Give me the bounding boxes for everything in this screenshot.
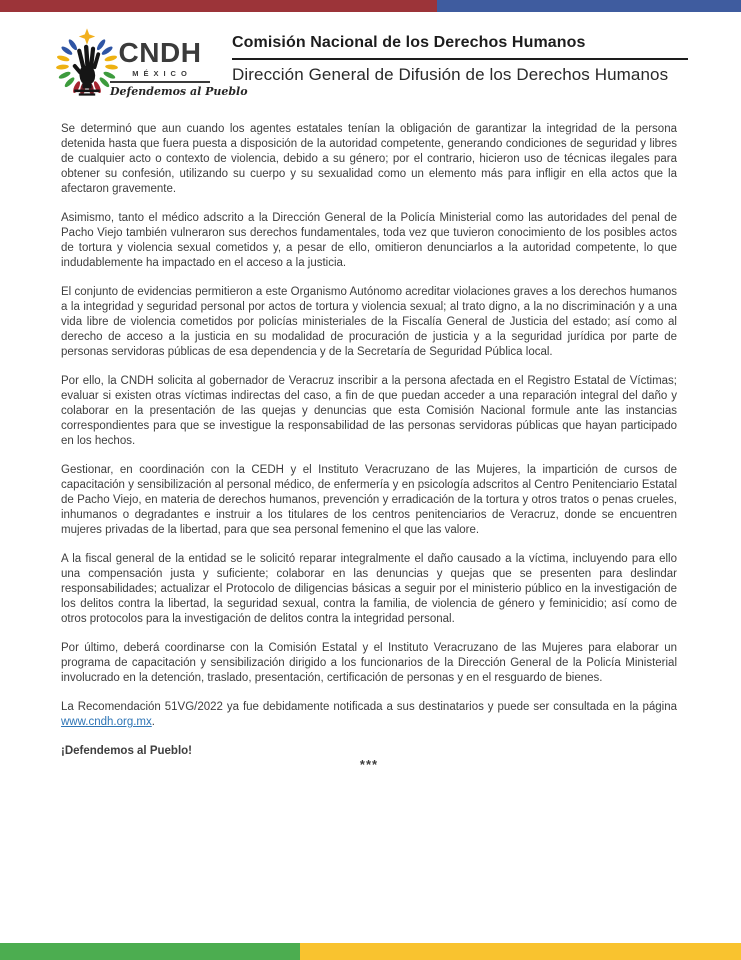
closing-slogan: ¡Defendemos al Pueblo! [61,745,192,757]
paragraph-7: Por último, deberá coordinarse con la Comisión Estatal y el Instituto Veracruzano de las Mujeres para elaborar un programa de capacitación y sensibilización dirigido a los funcionarios de la Dirección General de la Policía Ministerial involucrado en la detención, traslado, presentación, certificación de personas y en el resguardo de bienes. [61,642,677,684]
dept-subtitle: Dirección General de Difusión de los Derechos Humanos [232,65,669,84]
link-para-before: La Recomendación 51VG/2022 ya fue debidamente notificada a sus destinatarios y puede ser consultada en la página [61,701,677,713]
paragraph-6: A la fiscal general de la entidad se le solicitó reparar integralmente el daño causado a la víctima, incluyendo para ello una compensación justa y suficiente; colaborar en las denuncias y quejas que se presenten para deslindar responsabilidades; actualizar el Protocolo de diligencias básicas a seguir por el ministerio público en la investigación de los delitos contra la libertad, la seguridad sexual, contra la familia, de violencia de género y feminicidio; así como de otros protocolos para la investigación de delitos contra la integridad personal. [61,553,677,625]
paragraph-1: Se determinó que aun cuando los agentes estatales tenían la obligación de garantizar la integridad de la persona detenida hasta que fuera puesta a disposición de la autoridad competente, generando condiciones de seguridad y libres de cualquier acto o contexto de violencia, debido a su género; por el contrario, hicieron uso de técnicas ilegales para obtener su confesión, utilizando su cuerpo y su sexualidad como un elemento más para infligir en ella actos que la afectaron gravemente. [61,123,677,195]
logo-slogan: Defendemos al Pueblo [110,84,248,98]
bottom-bar-green-segment [0,943,300,960]
logo-country: MÉXICO [132,69,192,78]
link-para-after: . [151,716,155,728]
top-bar-blue-segment [437,0,741,12]
cndh-emblem-icon [56,26,118,100]
logo-divider [110,81,210,83]
star-icon [79,28,95,44]
logo-acronym: CNDH [118,37,202,68]
paragraph-4: Por ello, la CNDH solicita al gobernador de Veracruz inscribir a la persona afectada en el Registro Estatal de Víctimas; evaluar si existen otras víctimas indirectas del caso, a fin de que puedan acceder a una reparación integral del daño y colaborar en la presentación de las quejas y denuncias que esta Comisión Nacional formule ante las instancias correspondientes para que se investigue la responsabilidad de las personas servidoras públicas que hayan participado en los hechos. [61,375,677,447]
cndh-website-link[interactable]: www.cndh.org.mx [61,716,152,728]
org-title: Comisión Nacional de los Derechos Humanos [232,34,586,51]
bottom-bar-yellow-segment [300,943,741,960]
paragraph-3: El conjunto de evidencias permitieron a este Organismo Autónomo acreditar violaciones graves a los derechos humanos a la integridad y seguridad personal por actos de tortura y violencia sexual; al trato digno, a la no discriminación y a una vida libre de violencia cometidos por policías ministeriales de la Fiscalía General de Justicia del estado; así como al derecho de acceso a la justicia en su modalidad de procuración de justicia y a la seguridad jurídica por parte de personas servidoras públicas de esa dependencia y de la Secretaría de Seguridad Pública local. [61,286,677,358]
top-bar-red-segment [0,0,437,12]
document-body [61,122,677,772]
paragraph-5: Gestionar, en coordinación con la CEDH y el Instituto Veracruzano de las Mujeres, la impartición de cursos de capacitación y sensibilización al personal médico, de enfermería y en psicología adscritos al Centro Penitenciario Estatal de Pacho Viejo, en materia de derechos humanos, prevención y erradicación de la tortura y otros tratos o penas crueles, inhumanos o degradantes e instruir a los titulares de los centros penitenciarios de Veracruz, donde se encuentren mujeres privadas de la libertad, para que sea personal femenino el que las valore. [61,464,677,536]
header-divider [232,58,688,60]
end-separator: *** [359,757,379,772]
paragraph-recommendation [61,700,677,730]
emblem-base [74,91,100,95]
letterhead-titles [232,34,688,85]
top-accent-bar [0,0,741,12]
cndh-logo [110,37,248,98]
bottom-accent-bar [0,943,741,960]
paragraph-2: Asimismo, tanto el médico adscrito a la Dirección General de la Policía Ministerial como las autoridades del penal de Pacho Viejo también vulneraron sus derechos fundamentales, toda vez que tuvieron conocimiento de los posibles actos de tortura y violencia sexual cometidos y, a pesar de ello, omitieron denunciarlos a la autoridad competente, lo que indudablemente ha impactado en el acceso a la justicia. [61,212,677,269]
